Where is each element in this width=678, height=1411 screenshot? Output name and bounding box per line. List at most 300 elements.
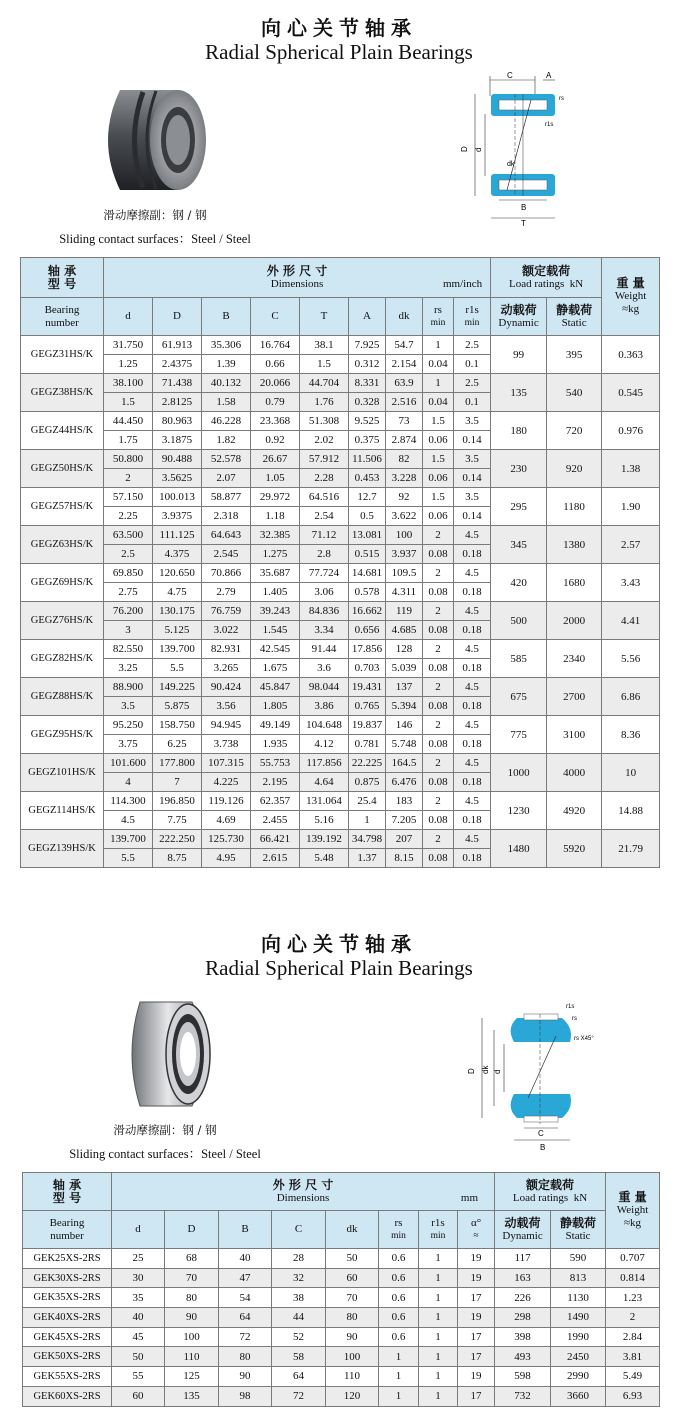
inch-cell: 0.79: [251, 393, 300, 412]
t1-col-d: d: [104, 298, 153, 336]
inch-cell: 4.64: [300, 773, 349, 792]
inch-cell: 2.545: [202, 545, 251, 564]
model-cell: GEGZ76HS/K: [21, 602, 104, 640]
mm-cell: 100.013: [153, 488, 202, 507]
mm-cell: 35.306: [202, 336, 251, 355]
t2-col-alpha: α° ≈: [458, 1211, 495, 1249]
inch-cell: 2: [104, 469, 153, 488]
model-cell: GEK50XS-2RS: [23, 1347, 112, 1367]
t2-col-dk: dk: [326, 1211, 379, 1249]
t2-col-B: B: [219, 1211, 272, 1249]
inch-cell: 0.18: [454, 583, 491, 602]
dimension-cell: 1: [379, 1386, 419, 1406]
mm-cell: 90.424: [202, 678, 251, 697]
dimension-cell: 19: [458, 1249, 495, 1269]
weight-cell: 3.43: [602, 564, 660, 602]
weight-cell: 0.363: [602, 336, 660, 374]
mm-cell: 88.900: [104, 678, 153, 697]
mm-cell: 90.488: [153, 450, 202, 469]
inch-cell: 0.14: [454, 507, 491, 526]
dimension-cell: 1: [419, 1288, 458, 1308]
dynamic-load-cell: 675: [491, 678, 547, 716]
mm-cell: 2: [423, 640, 454, 659]
dimension-cell: 45: [112, 1327, 165, 1347]
mm-cell: 13.081: [349, 526, 386, 545]
weight-cell: 0.707: [606, 1249, 660, 1269]
table-row: [21, 792, 660, 811]
mm-cell: 158.750: [153, 716, 202, 735]
static-load-cell: 2700: [547, 678, 602, 716]
weight-cell: 0.976: [602, 412, 660, 450]
dimension-cell: 80: [219, 1347, 272, 1367]
inch-cell: 0.06: [423, 507, 454, 526]
mm-cell: 130.175: [153, 602, 202, 621]
model-cell: GEGZ38HS/K: [21, 374, 104, 412]
weight-cell: 8.36: [602, 716, 660, 754]
mm-cell: 71.438: [153, 374, 202, 393]
model-cell: GEGZ31HS/K: [21, 336, 104, 374]
drawing1-label-t: T: [521, 219, 526, 228]
drawing2-label-rs45: rs X45°: [574, 1036, 594, 1042]
dimension-cell: 80: [165, 1288, 219, 1308]
mm-cell: 9.525: [349, 412, 386, 431]
inch-cell: 3.265: [202, 659, 251, 678]
mm-cell: 80.963: [153, 412, 202, 431]
mm-cell: 111.125: [153, 526, 202, 545]
inch-cell: 1.405: [251, 583, 300, 602]
mm-cell: 19.431: [349, 678, 386, 697]
dynamic-load-cell: 1230: [491, 792, 547, 830]
t1-col-static: 静载荷 Static: [547, 298, 602, 336]
inch-cell: 0.765: [349, 697, 386, 716]
model-cell: GEGZ95HS/K: [21, 716, 104, 754]
dimension-cell: 64: [272, 1367, 326, 1387]
inch-cell: 3.022: [202, 621, 251, 640]
inch-cell: 8.75: [153, 849, 202, 868]
section1-caption-cn: 滑动摩擦副：钢 / 钢: [103, 208, 207, 222]
mm-cell: 50.800: [104, 450, 153, 469]
dimension-cell: 110: [326, 1367, 379, 1387]
inch-cell: 0.875: [349, 773, 386, 792]
mm-cell: 131.064: [300, 792, 349, 811]
dimension-cell: 58: [272, 1347, 326, 1367]
mm-cell: 2.5: [454, 374, 491, 393]
weight-cell: 2: [606, 1308, 660, 1328]
dimension-cell: 1: [379, 1347, 419, 1367]
inch-cell: 0.18: [454, 659, 491, 678]
mm-cell: 92: [386, 488, 423, 507]
model-cell: GEK60XS-2RS: [23, 1386, 112, 1406]
t2-col-rs: rs min: [379, 1211, 419, 1249]
inch-cell: 0.08: [423, 697, 454, 716]
mm-cell: 4.5: [454, 564, 491, 583]
static-load-cell: 1180: [547, 488, 602, 526]
mm-cell: 1: [423, 336, 454, 355]
inch-cell: 0.08: [423, 659, 454, 678]
inch-cell: 0.08: [423, 583, 454, 602]
t1-col-B: B: [202, 298, 251, 336]
dynamic-load-cell: 493: [495, 1347, 551, 1367]
table-row: [21, 488, 660, 507]
static-load-cell: 4000: [547, 754, 602, 792]
inch-cell: 5.394: [386, 697, 423, 716]
mm-cell: 55.753: [251, 754, 300, 773]
inch-cell: 2.455: [251, 811, 300, 830]
mm-cell: 4.5: [454, 678, 491, 697]
table-row: [21, 526, 660, 545]
table-row: [23, 1249, 660, 1269]
inch-cell: 8.15: [386, 849, 423, 868]
model-cell: GEGZ88HS/K: [21, 678, 104, 716]
mm-cell: 2: [423, 716, 454, 735]
inch-cell: 5.875: [153, 697, 202, 716]
t1-col-r1s: r1s min: [454, 298, 491, 336]
dynamic-load-cell: 99: [491, 336, 547, 374]
inch-cell: 2.874: [386, 431, 423, 450]
mm-cell: 77.724: [300, 564, 349, 583]
weight-cell: 0.545: [602, 374, 660, 412]
mm-cell: 4.5: [454, 602, 491, 621]
dimension-cell: 110: [165, 1347, 219, 1367]
mm-cell: 146: [386, 716, 423, 735]
inch-cell: 0.08: [423, 811, 454, 830]
inch-cell: 3: [104, 621, 153, 640]
inch-cell: 0.14: [454, 469, 491, 488]
drawing1-label-c: C: [507, 71, 513, 80]
inch-cell: 4.75: [153, 583, 202, 602]
inch-cell: 0.1: [454, 355, 491, 374]
mm-cell: 46.228: [202, 412, 251, 431]
inch-cell: 5.748: [386, 735, 423, 754]
bearing-photo-2: [122, 996, 218, 1112]
inch-cell: 6.25: [153, 735, 202, 754]
dimension-cell: 52: [272, 1327, 326, 1347]
mm-cell: 125.730: [202, 830, 251, 849]
dimension-cell: 0.6: [379, 1249, 419, 1269]
drawing1-label-d-inner: d: [474, 147, 483, 152]
inch-cell: 3.9375: [153, 507, 202, 526]
dynamic-load-cell: 1480: [491, 830, 547, 868]
mm-cell: 54.7: [386, 336, 423, 355]
mm-cell: 137: [386, 678, 423, 697]
dimension-cell: 38: [272, 1288, 326, 1308]
inch-cell: 1.805: [251, 697, 300, 716]
inch-cell: 3.56: [202, 697, 251, 716]
table-row: [21, 336, 660, 355]
mm-cell: 8.331: [349, 374, 386, 393]
mm-cell: 17.856: [349, 640, 386, 659]
table-row: [23, 1347, 660, 1367]
weight-cell: 1.38: [602, 450, 660, 488]
dimension-cell: 60: [112, 1386, 165, 1406]
mm-cell: 2: [423, 564, 454, 583]
inch-cell: 3.1875: [153, 431, 202, 450]
mm-cell: 3.5: [454, 488, 491, 507]
dimension-cell: 72: [219, 1327, 272, 1347]
model-cell: GEGZ63HS/K: [21, 526, 104, 564]
mm-cell: 119: [386, 602, 423, 621]
dimension-cell: 55: [112, 1367, 165, 1387]
mm-cell: 58.877: [202, 488, 251, 507]
inch-cell: 0.5: [349, 507, 386, 526]
inch-cell: 2.79: [202, 583, 251, 602]
dimension-cell: 135: [165, 1386, 219, 1406]
mm-cell: 84.836: [300, 602, 349, 621]
t2-model-header-cn: 轴 承 型 号: [23, 1173, 112, 1211]
inch-cell: 3.86: [300, 697, 349, 716]
mm-cell: 128: [386, 640, 423, 659]
weight-cell: 1.23: [606, 1288, 660, 1308]
dimension-cell: 100: [165, 1327, 219, 1347]
mm-cell: 183: [386, 792, 423, 811]
mm-cell: 117.856: [300, 754, 349, 773]
mm-cell: 35.687: [251, 564, 300, 583]
inch-cell: 3.738: [202, 735, 251, 754]
static-load-cell: 813: [551, 1268, 606, 1288]
dimension-cell: 25: [112, 1249, 165, 1269]
dimension-cell: 35: [112, 1288, 165, 1308]
mm-cell: 120.650: [153, 564, 202, 583]
dimension-cell: 120: [326, 1386, 379, 1406]
inch-cell: 0.453: [349, 469, 386, 488]
inch-cell: 2.154: [386, 355, 423, 374]
dimension-cell: 0.6: [379, 1308, 419, 1328]
mm-cell: 76.759: [202, 602, 251, 621]
section2-caption-cn: 滑动摩擦副：钢 / 钢: [113, 1123, 217, 1137]
inch-cell: 0.18: [454, 811, 491, 830]
mm-cell: 1.5: [423, 412, 454, 431]
mm-cell: 44.704: [300, 374, 349, 393]
weight-cell: 1.90: [602, 488, 660, 526]
static-load-cell: 540: [547, 374, 602, 412]
inch-cell: 3.622: [386, 507, 423, 526]
inch-cell: 3.5625: [153, 469, 202, 488]
model-cell: GEK45XS-2RS: [23, 1327, 112, 1347]
table-row: [21, 374, 660, 393]
dimension-cell: 19: [458, 1367, 495, 1387]
dimension-cell: 1: [419, 1347, 458, 1367]
mm-cell: 34.798: [349, 830, 386, 849]
dynamic-load-cell: 230: [491, 450, 547, 488]
dimension-cell: 100: [326, 1347, 379, 1367]
mm-cell: 4.5: [454, 526, 491, 545]
t1-col-dk: dk: [386, 298, 423, 336]
t2-weight-header: 重 量 Weight ≈kg: [606, 1173, 660, 1249]
mm-cell: 104.648: [300, 716, 349, 735]
inch-cell: 2.615: [251, 849, 300, 868]
table-row: [21, 716, 660, 735]
inch-cell: 7: [153, 773, 202, 792]
static-load-cell: 2000: [547, 602, 602, 640]
inch-cell: 0.04: [423, 355, 454, 374]
inch-cell: 1.5: [300, 355, 349, 374]
dimension-cell: 1: [419, 1308, 458, 1328]
dynamic-load-cell: 135: [491, 374, 547, 412]
mm-cell: 207: [386, 830, 423, 849]
t1-model-header-en: Bearing number: [21, 298, 104, 336]
inch-cell: 3.34: [300, 621, 349, 640]
inch-cell: 7.205: [386, 811, 423, 830]
mm-cell: 2: [423, 526, 454, 545]
dimension-cell: 40: [219, 1249, 272, 1269]
inch-cell: 0.1: [454, 393, 491, 412]
weight-cell: 3.81: [606, 1347, 660, 1367]
inch-cell: 2.75: [104, 583, 153, 602]
inch-cell: 0.18: [454, 773, 491, 792]
inch-cell: 2.4375: [153, 355, 202, 374]
mm-cell: 42.545: [251, 640, 300, 659]
static-load-cell: 1680: [547, 564, 602, 602]
dimension-cell: 70: [326, 1288, 379, 1308]
drawing2-label-d-inner: d: [493, 1069, 502, 1074]
mm-cell: 29.972: [251, 488, 300, 507]
weight-cell: 4.41: [602, 602, 660, 640]
dimension-cell: 68: [165, 1249, 219, 1269]
inch-cell: 4.95: [202, 849, 251, 868]
inch-cell: 0.515: [349, 545, 386, 564]
model-cell: GEGZ139HS/K: [21, 830, 104, 868]
inch-cell: 2.516: [386, 393, 423, 412]
inch-cell: 5.16: [300, 811, 349, 830]
table-row: [21, 564, 660, 583]
mm-cell: 2: [423, 830, 454, 849]
table-row: [21, 754, 660, 773]
inch-cell: 2.318: [202, 507, 251, 526]
mm-cell: 16.764: [251, 336, 300, 355]
dynamic-load-cell: 598: [495, 1367, 551, 1387]
inch-cell: 3.25: [104, 659, 153, 678]
static-load-cell: 5920: [547, 830, 602, 868]
table-row: [23, 1367, 660, 1387]
mm-cell: 64.643: [202, 526, 251, 545]
dimension-cell: 1: [419, 1249, 458, 1269]
dimension-cell: 30: [112, 1268, 165, 1288]
inch-cell: 3.6: [300, 659, 349, 678]
mm-cell: 16.662: [349, 602, 386, 621]
mm-cell: 69.850: [104, 564, 153, 583]
drawing2-label-dk: dk: [481, 1065, 490, 1074]
technical-drawing-1: [455, 68, 585, 228]
inch-cell: 1.675: [251, 659, 300, 678]
inch-cell: 3.937: [386, 545, 423, 564]
mm-cell: 94.945: [202, 716, 251, 735]
dimension-cell: 98: [219, 1386, 272, 1406]
inch-cell: 5.5: [153, 659, 202, 678]
static-load-cell: 1380: [547, 526, 602, 564]
table-row: [21, 678, 660, 697]
static-load-cell: 4920: [547, 792, 602, 830]
section1-caption: [40, 207, 270, 247]
mm-cell: 222.250: [153, 830, 202, 849]
t1-col-D: D: [153, 298, 202, 336]
mm-cell: 177.800: [153, 754, 202, 773]
inch-cell: 1.58: [202, 393, 251, 412]
inch-cell: 0.781: [349, 735, 386, 754]
drawing2-label-c: C: [538, 1129, 544, 1138]
dynamic-load-cell: 180: [491, 412, 547, 450]
model-cell: GEGZ114HS/K: [21, 792, 104, 830]
mm-cell: 52.578: [202, 450, 251, 469]
mm-cell: 91.44: [300, 640, 349, 659]
dynamic-load-cell: 345: [491, 526, 547, 564]
drawing1-label-d-outer: D: [460, 146, 469, 152]
mm-cell: 19.837: [349, 716, 386, 735]
mm-cell: 196.850: [153, 792, 202, 811]
inch-cell: 4: [104, 773, 153, 792]
t2-col-r1s: r1s min: [419, 1211, 458, 1249]
inch-cell: 5.125: [153, 621, 202, 640]
mm-cell: 82.550: [104, 640, 153, 659]
dimension-cell: 1: [419, 1367, 458, 1387]
inch-cell: 1.545: [251, 621, 300, 640]
technical-drawing-2: [462, 994, 612, 1154]
dimension-cell: 1: [379, 1367, 419, 1387]
dimension-cell: 60: [326, 1268, 379, 1288]
drawing2-label-d-outer: D: [467, 1068, 476, 1074]
t2-col-D: D: [165, 1211, 219, 1249]
t2-model-header-en: Bearing number: [23, 1211, 112, 1249]
inch-cell: 3.06: [300, 583, 349, 602]
inch-cell: 4.375: [153, 545, 202, 564]
drawing1-label-dk: dk: [507, 161, 515, 168]
mm-cell: 109.5: [386, 564, 423, 583]
dimension-cell: 40: [112, 1308, 165, 1328]
weight-cell: 6.93: [606, 1386, 660, 1406]
dimension-cell: 70: [165, 1268, 219, 1288]
drawing1-label-r1s: r1s: [545, 122, 554, 128]
t1-col-dynamic: 动载荷 Dynamic: [491, 298, 547, 336]
mm-cell: 45.847: [251, 678, 300, 697]
dimension-cell: 90: [219, 1367, 272, 1387]
t2-col-C: C: [272, 1211, 326, 1249]
mm-cell: 51.308: [300, 412, 349, 431]
t2-col-d: d: [112, 1211, 165, 1249]
t1-weight-header: 重 量 Weight ≈kg: [602, 258, 660, 336]
inch-cell: 0.18: [454, 849, 491, 868]
table-row: [23, 1288, 660, 1308]
drawing1-label-rs: rs: [559, 96, 564, 102]
static-load-cell: 1990: [551, 1327, 606, 1347]
t2-col-dynamic: 动载荷 Dynamic: [495, 1211, 551, 1249]
inch-cell: 0.06: [423, 431, 454, 450]
weight-cell: 2.57: [602, 526, 660, 564]
inch-cell: 2.5: [104, 545, 153, 564]
mm-cell: 114.300: [104, 792, 153, 811]
dimension-cell: 17: [458, 1288, 495, 1308]
mm-cell: 1.5: [423, 488, 454, 507]
mm-cell: 2: [423, 678, 454, 697]
dynamic-load-cell: 500: [491, 602, 547, 640]
static-load-cell: 590: [551, 1249, 606, 1269]
mm-cell: 98.044: [300, 678, 349, 697]
inch-cell: 3.228: [386, 469, 423, 488]
table-row: [21, 450, 660, 469]
dimension-cell: 0.6: [379, 1288, 419, 1308]
static-load-cell: 3100: [547, 716, 602, 754]
dimension-cell: 125: [165, 1367, 219, 1387]
section1-title-en: Radial Spherical Plain Bearings: [205, 40, 473, 64]
inch-cell: 1.25: [104, 355, 153, 374]
weight-cell: 0.814: [606, 1268, 660, 1288]
table-row: [23, 1327, 660, 1347]
inch-cell: 2.25: [104, 507, 153, 526]
inch-cell: 1.5: [104, 393, 153, 412]
inch-cell: 2.02: [300, 431, 349, 450]
mm-cell: 149.225: [153, 678, 202, 697]
t1-col-rs: rs min: [423, 298, 454, 336]
mm-cell: 2: [423, 602, 454, 621]
dynamic-load-cell: 295: [491, 488, 547, 526]
